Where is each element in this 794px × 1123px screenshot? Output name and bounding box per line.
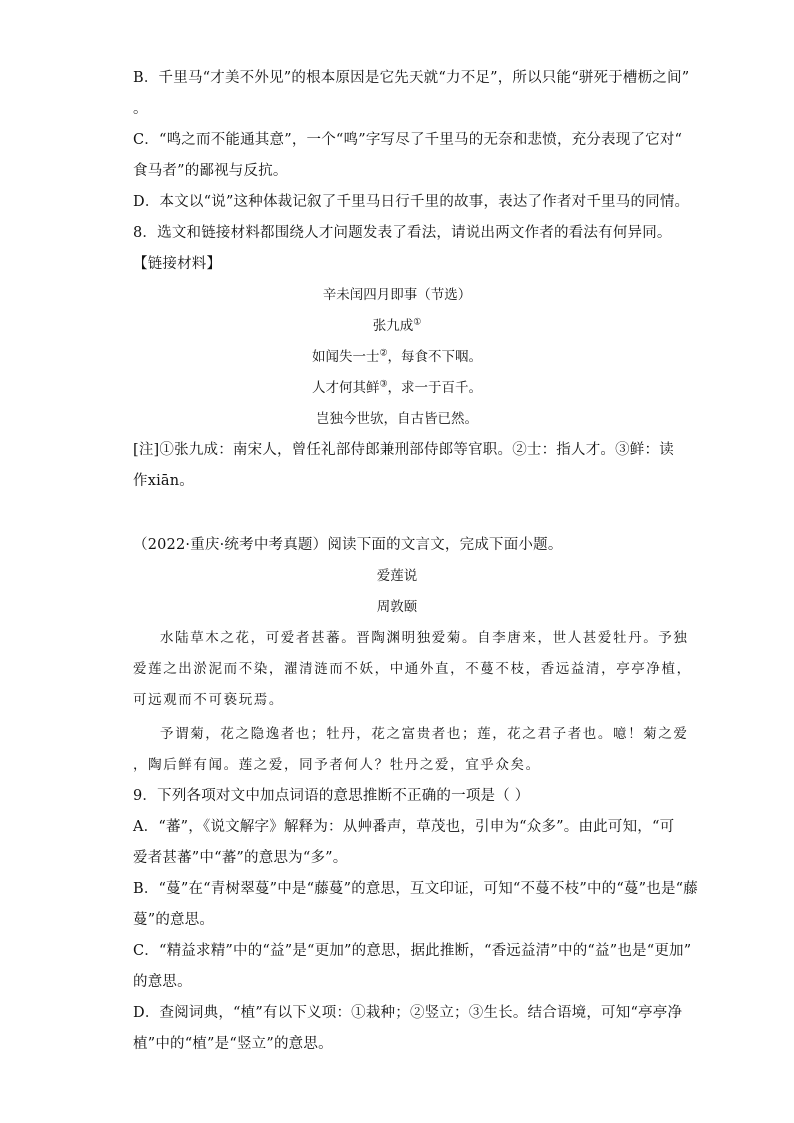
passage-title: 爱莲说	[376, 568, 418, 584]
q7-option-b-line1: B．千里马“才美不外见”的根本原因是它先天就“力不足”，所以只能“骈死于槽枥之间”	[133, 70, 690, 86]
q9-option-a-line2: 爱者甚蕃”中“蕃”的意思为“多”。	[133, 850, 348, 866]
passage-p1-line3: 可远观而不可亵玩焉。	[133, 692, 284, 708]
poem-line-1	[0, 347, 794, 367]
q9-question: 9．下列各项对文中加点词语的意思推断不正确的一项是（ ）	[133, 788, 530, 804]
q9-option-d-line1: D．查阅词典，“植”有以下义项：①栽种；②竖立；③生长。结合语境，可知“亭亭净	[133, 1005, 683, 1021]
q9-option-a-line1: A．“蕃”，《说文解字》解释为：从艸番声，草茂也，引申为“众多”。由此可知，“可	[133, 819, 675, 835]
passage-p2-line2: ，陶后鲜有闻。莲之爱，同予者何人？牡丹之爱，宜乎众矣。	[133, 757, 541, 773]
footnote-mark-1: ①	[413, 317, 422, 328]
passage-p2-line1: 予谓菊，花之隐逸者也；牡丹，花之富贵者也；莲，花之君子者也。噫！菊之爱	[160, 726, 689, 742]
poem-line-3: 岂独今世欤，自古皆已然。	[316, 411, 478, 427]
footnote-mark-2: ②	[379, 348, 388, 359]
poem-line-2-head: 人才何其鲜	[311, 380, 380, 396]
passage-author: 周敦颐	[376, 599, 418, 615]
q7-option-b-line2: 。	[133, 101, 148, 117]
q9-option-c-line2: 的意思。	[133, 974, 192, 990]
q9-option-d-line2: 植”中的“植”是“竖立”的意思。	[133, 1036, 333, 1052]
poem-note-line1: [注]①张九成：南宋人，曾任礼部侍郎兼刑部侍郎等官职。②士：指人才。③鲜：读	[133, 442, 674, 458]
poem-title: 辛未闰四月即事（节选）	[322, 287, 472, 303]
q9-option-c-line1: C．“精益求精”中的“益”是“更加”的意思，据此推断，“香远益清”中的“益”也是“更加”	[133, 943, 692, 959]
poem-line-2	[0, 378, 794, 398]
passage-p1-line1: 水陆草木之花，可爱者甚蕃。晋陶渊明独爱菊。自李唐来，世人甚爱牡丹。予独	[160, 630, 689, 646]
poem-note-line2: 作xiān。	[133, 473, 194, 489]
q8-question: 8．选文和链接材料都围绕人才问题发表了看法，请说出两文作者的看法有何异同。	[133, 225, 672, 241]
footnote-mark-3: ③	[379, 379, 388, 390]
poem-line-1-tail: ，每食不下咽。	[387, 349, 483, 365]
poem-author	[0, 316, 794, 336]
passage-p1-line2: 爱莲之出淤泥而不染，濯清涟而不妖，中通外直，不蔓不枝，香远益清，亭亭净植，	[133, 661, 692, 677]
q7-option-c-line2: 食马者”的鄙视与反抗。	[133, 163, 288, 179]
poem-line-2-tail: ，求一于百千。	[387, 380, 483, 396]
q7-option-c-line1: C．“鸣之而不能通其意”，一个“鸣”字写尽了千里马的无奈和悲愤，充分表现了它对“	[133, 132, 683, 148]
passage-source: （2022·重庆·统考中考真题）阅读下面的文言文，完成下面小题。	[133, 537, 563, 553]
poem-line-1-head: 如闻失一士	[311, 349, 380, 365]
poem-author-name: 张九成	[372, 318, 414, 334]
q9-option-b-line2: 蔓”的意思。	[133, 912, 215, 928]
q7-option-d: D．本文以“说”这种体裁记叙了千里马日行千里的故事，表达了作者对千里马的同情。	[133, 194, 690, 210]
material-label: 【链接材料】	[133, 256, 222, 272]
q9-option-b-line1: B．“蔓”在“青树翠蔓”中是“藤蔓”的意思，互文印证，可知“不蔓不枝”中的“蔓”也是“藤	[133, 881, 698, 897]
